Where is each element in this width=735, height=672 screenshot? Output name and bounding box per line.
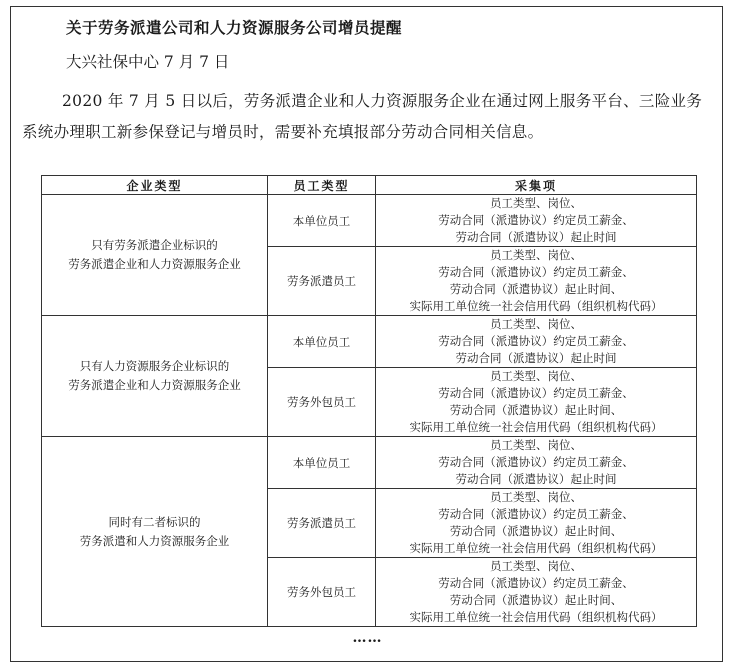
collection-item-line: 员工类型、岗位、 (490, 248, 582, 262)
enterprise-type-line: 劳务派遣和人力资源服务企业 (79, 533, 230, 548)
collection-item-line: 员工类型、岗位、 (490, 369, 582, 383)
source-date-line: 大兴社保中心 7 月 7 日 (66, 53, 230, 71)
collection-item-line: 劳动合同（派遣协议）起止时间、 (449, 524, 623, 538)
collection-items-cell (376, 437, 697, 489)
collection-item-line: 员工类型、岗位、 (490, 559, 582, 573)
collection-items-cell (376, 558, 697, 627)
enterprise-type-line: 只有人力资源服务企业标识的 (79, 359, 230, 373)
collection-item-line: 劳动合同（派遣协议）起止时间 (455, 472, 617, 486)
enterprise-type-line: 同时有二者标识的 (108, 514, 201, 529)
collection-item-line: 劳动合同（派遣协议）约定员工薪金、 (438, 265, 634, 279)
employee-type-cell: 本单位员工 (268, 437, 376, 489)
collection-item-line: 劳动合同（派遣协议）起止时间、 (449, 403, 623, 417)
employee-type-cell: 劳务外包员工 (268, 368, 376, 437)
notice-title: 关于劳务派遣公司和人力资源服务公司增员提醒 (66, 18, 403, 37)
collection-item-line: 劳动合同（派遣协议）约定员工薪金、 (438, 213, 634, 227)
collection-item-line: 劳动合同（派遣协议）约定员工薪金、 (438, 576, 634, 590)
collection-item-line: 劳动合同（派遣协议）起止时间 (455, 351, 617, 365)
collection-items-cell (376, 316, 697, 368)
collection-item-line: 劳动合同（派遣协议）起止时间 (455, 230, 617, 244)
collection-item-line: 实际用工单位统一社会信用代码（组织机构代码） (409, 610, 663, 624)
collection-item-line: 员工类型、岗位、 (490, 196, 582, 210)
collection-item-line: 劳动合同（派遣协议）约定员工薪金、 (438, 455, 634, 469)
table-row (42, 195, 697, 247)
collection-item-line: 实际用工单位统一社会信用代码（组织机构代码） (409, 541, 663, 555)
collection-item-line: 实际用工单位统一社会信用代码（组织机构代码） (409, 299, 663, 313)
collection-item-line: 员工类型、岗位、 (490, 438, 582, 452)
continuation-ellipsis: …… (352, 630, 383, 646)
notice-paragraph: 2020 年 7 月 5 日以后，劳务派遣企业和人力资源服务企业在通过网上服务平台、三险业务系统办理职工新参保登记与增员时，需要补充填报部分劳动合同相关信息。 (22, 92, 703, 141)
employee-type-cell: 劳务派遣员工 (268, 489, 376, 558)
employee-type-cell: 本单位员工 (268, 195, 376, 247)
collection-item-line: 员工类型、岗位、 (490, 317, 582, 331)
header-employee-type: 员工类型 (268, 176, 376, 195)
collection-items-cell (376, 195, 697, 247)
collection-items-cell (376, 368, 697, 437)
table-header-row (42, 176, 697, 195)
collection-item-line: 劳动合同（派遣协议）约定员工薪金、 (438, 386, 634, 400)
enterprise-type-line: 只有劳务派遣企业标识的 (91, 238, 218, 252)
employee-type-cell: 本单位员工 (268, 316, 376, 368)
collection-item-line: 劳动合同（派遣协议）约定员工薪金、 (438, 334, 634, 348)
header-collection-items: 采集项 (376, 176, 697, 195)
collection-items-cell (376, 489, 697, 558)
collection-items-cell (376, 247, 697, 316)
collection-item-line: 员工类型、岗位、 (490, 490, 582, 504)
enterprise-type-line: 劳务派遣企业和人力资源服务企业 (68, 378, 241, 392)
table-body (42, 195, 697, 627)
collection-item-line: 实际用工单位统一社会信用代码（组织机构代码） (409, 420, 663, 434)
collection-items-table (41, 175, 697, 627)
collection-item-line: 劳动合同（派遣协议）约定员工薪金、 (438, 507, 634, 521)
enterprise-type-cell (42, 195, 268, 316)
table-row (42, 437, 697, 489)
collection-item-line: 劳动合同（派遣协议）起止时间、 (449, 593, 623, 607)
table-row (42, 316, 697, 368)
enterprise-type-line: 劳务派遣企业和人力资源服务企业 (68, 257, 241, 271)
enterprise-type-cell (42, 316, 268, 437)
employee-type-cell: 劳务派遣员工 (268, 247, 376, 316)
collection-item-line: 劳动合同（派遣协议）起止时间、 (449, 282, 623, 296)
enterprise-type-cell (42, 437, 268, 627)
header-enterprise-type: 企业类型 (42, 176, 268, 195)
employee-type-cell: 劳务外包员工 (268, 558, 376, 627)
